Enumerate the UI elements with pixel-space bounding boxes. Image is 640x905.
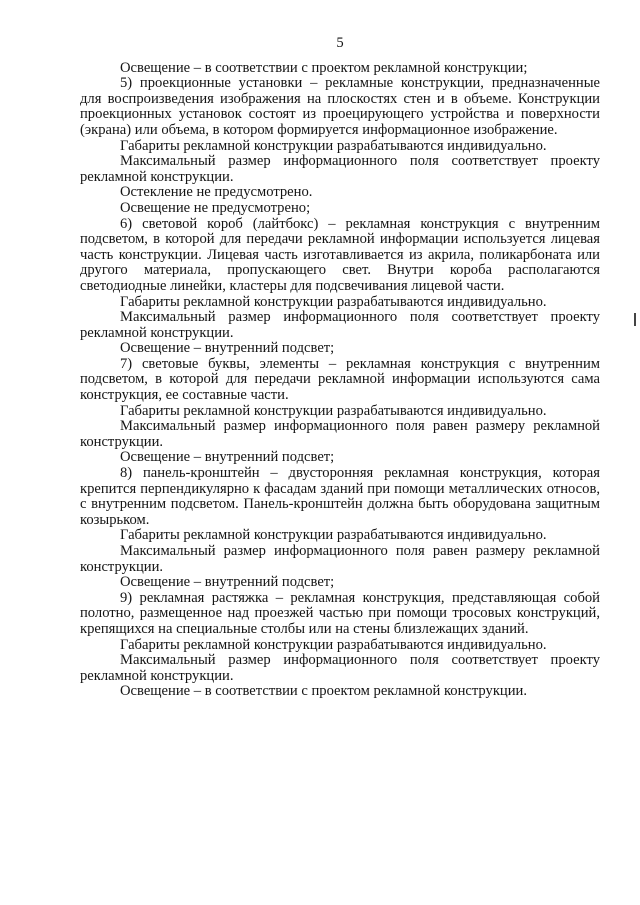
paragraph-item-7-light-letters: 7) световые буквы, элементы – рекламная конструкция с внутренним подсветом, в которой для передачи рекламной информации используются сама конструкция, ее составные части. [80,355,600,404]
paragraph-dimensions: Габариты рекламной конструкции разрабатываются индивидуально. [120,137,547,154]
scan-margin-mark [634,313,636,326]
paragraph-item-8-bracket-panel: 8) панель-кронштейн – двусторонняя рекламная конструкция, которая крепится перпендикулярно к фасадам зданий при помощи металлических относов, с внутренним подсветом. Панель-кронштейн должна быть оборудована защитным козырьком. [80,465,600,528]
paragraph-dimensions: Габариты рекламной конструкции разрабатываются индивидуально. [120,293,547,310]
document-body [80,61,600,700]
paragraph-item-5-projection: 5) проекционные установки – рекламные конструкции, предназначенные для воспроизведения изображения на плоскостях стен и в объеме. Конструкции проекционных установок состоят из проецирующего устройства и поверхности (экрана) или объема, в котором формируется информационное изображение. [80,75,600,138]
paragraph-info-field: Максимальный размер информационного поля соответствует проекту рекламной конструкции. [80,309,600,341]
paragraph-lighting-final: Освещение – в соответствии с проектом рекламной конструкции. [120,683,528,700]
paragraph-info-field: Максимальный размер информационного поля равен размеру рекламной конструкции. [80,418,600,450]
paragraph-dimensions: Габариты рекламной конструкции разрабатываются индивидуально. [120,636,547,653]
paragraph-lighting: Освещение – внутренний подсвет; [120,574,335,591]
paragraph-info-field: Максимальный размер информационного поля соответствует проекту рекламной конструкции. [80,652,600,684]
paragraph-lighting-intro: Освещение – в соответствии с проектом рекламной конструкции; [120,59,528,76]
paragraph-info-field: Максимальный размер информационного поля равен размеру рекламной конструкции. [80,543,600,575]
paragraph-lighting: Освещение не предусмотрено; [120,199,311,216]
paragraph-dimensions: Габариты рекламной конструкции разрабатываются индивидуально. [120,402,547,419]
paragraph-glazing: Остекление не предусмотрено. [120,184,313,201]
paragraph-info-field: Максимальный размер информационного поля соответствует проекту рекламной конструкции. [80,153,600,185]
paragraph-lighting: Освещение – внутренний подсвет; [120,340,335,357]
document-page [80,36,600,700]
page-number: 5 [336,35,344,51]
paragraph-item-9-banner-stretch: 9) рекламная растяжка – рекламная конструкция, представляющая собой полотно, размещенное над проезжей частью при помощи тросовых конструкций, крепящихся на специальные столбы или на стены близлежащих зданий. [80,589,600,637]
paragraph-lighting: Освещение – внутренний подсвет; [120,449,335,466]
paragraph-item-6-lightbox: 6) световой короб (лайтбокс) – рекламная конструкция с внутренним подсветом, в которой для передачи рекламной информации используется лицевая часть конструкции. Лицевая часть изготавливается из акрила, поликарбоната или другого материала, пропускающего свет. Внутри короба располагаются светодиодные линейки, кластеры для подсвечивания лицевой части. [80,215,600,294]
paragraph-dimensions: Габариты рекламной конструкции разрабатываются индивидуально. [120,527,547,544]
